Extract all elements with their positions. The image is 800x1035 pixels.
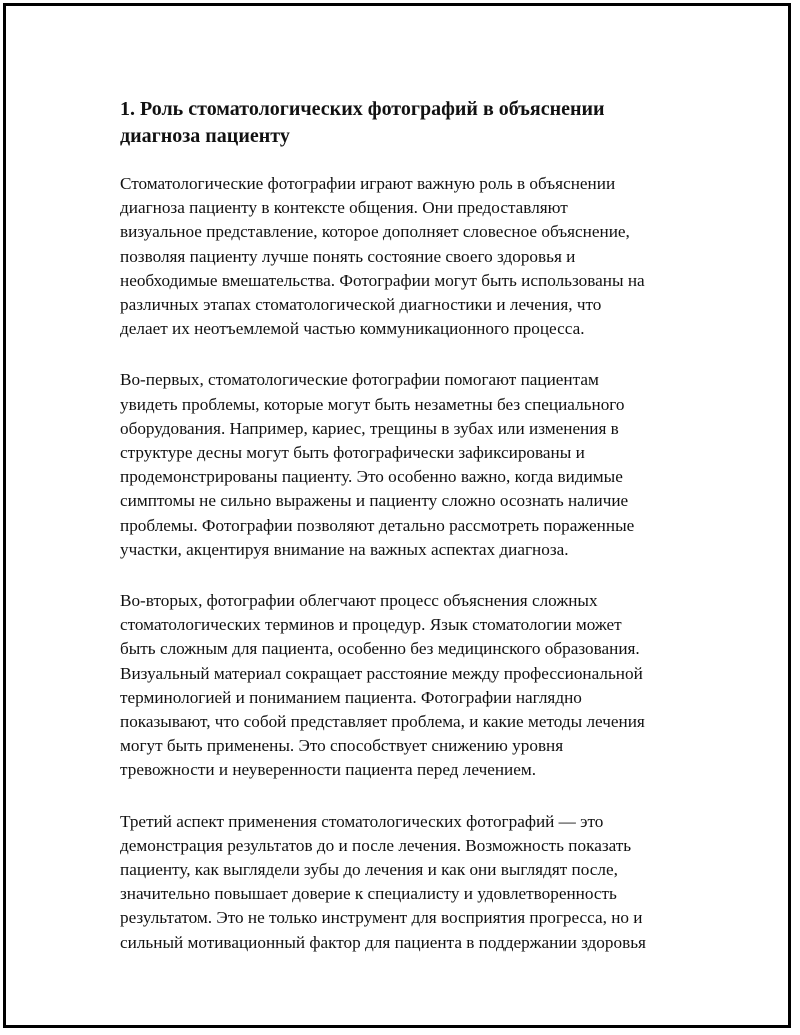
text-line: демонстрация результатов до и после лечения. Возможность показать [120,835,632,855]
text-line: различных этапах стоматологической диагностики и лечения, что [120,295,602,315]
text-line: продемонстрированы пациенту. Это особенно важно, когда видимые [120,467,623,487]
text-line: Во-вторых, фотографии облегчают процесс объяснения сложных [120,591,598,611]
text-line: диагноза пациенту в контексте общения. Они предоставляют [120,198,568,218]
text-line: визуальное представление, которое дополняет словесное объяснение, [120,222,630,242]
text-line: структуре десны могут быть фотографически зафиксированы и [120,443,585,463]
text-line: тревожности и неуверенности пациента перед лечением. [120,760,537,780]
text-line: быть сложным для пациента, особенно без медицинского образования. [120,639,640,659]
heading-line: диагноза пациенту [120,125,290,147]
text-line: Во-первых, стоматологические фотографии помогают пациентам [120,370,599,390]
paragraph-2 [120,368,700,562]
text-line: оборудования. Например, кариес, трещины в зубах или изменения в [120,418,619,438]
text-line: терминологией и пониманием пациента. Фотографии наглядно [120,687,582,707]
text-line: значительно повышает доверие к специалисту и удовлетворенность [120,884,617,904]
text-line: делает их неотъемлемой частью коммуникационного процесса. [120,319,585,339]
paragraph-3 [120,589,700,783]
document-body [120,96,700,982]
text-line: результатом. Это не только инструмент для восприятия прогресса, но и [120,908,643,928]
text-line: участки, акцентируя внимание на важных аспектах диагноза. [120,539,569,559]
text-line: проблемы. Фотографии позволяют детально рассмотреть пораженные [120,515,635,535]
paragraph-4 [120,810,700,955]
section-heading [120,96,700,150]
text-line: необходимые вмешательства. Фотографии могут быть использованы на [120,270,645,290]
text-line: стоматологических терминов и процедур. Язык стоматологии может [120,615,622,635]
text-line: Третий аспект применения стоматологических фотографий — это [120,811,604,831]
text-line: могут быть применены. Это способствует снижению уровня [120,736,564,756]
paragraph-1 [120,172,700,341]
text-line: показывают, что собой представляет проблема, и какие методы лечения [120,712,645,732]
page-frame [3,3,791,1028]
text-line: увидеть проблемы, которые могут быть незаметны без специального [120,394,625,414]
text-line: сильный мотивационный фактор для пациента в поддержании здоровья [120,932,646,952]
text-line: позволяя пациенту лучше понять состояние своего здоровья и [120,246,576,266]
text-line: пациенту, как выглядели зубы до лечения и как они выглядят после, [120,860,618,880]
text-line: Визуальный материал сокращает расстояние между профессиональной [120,663,643,683]
text-line: симптомы не сильно выражены и пациенту сложно осознать наличие [120,491,629,511]
text-line: Стоматологические фотографии играют важную роль в объяснении [120,174,616,193]
heading-line: 1. Роль стоматологических фотографий в объяснении [120,98,605,120]
